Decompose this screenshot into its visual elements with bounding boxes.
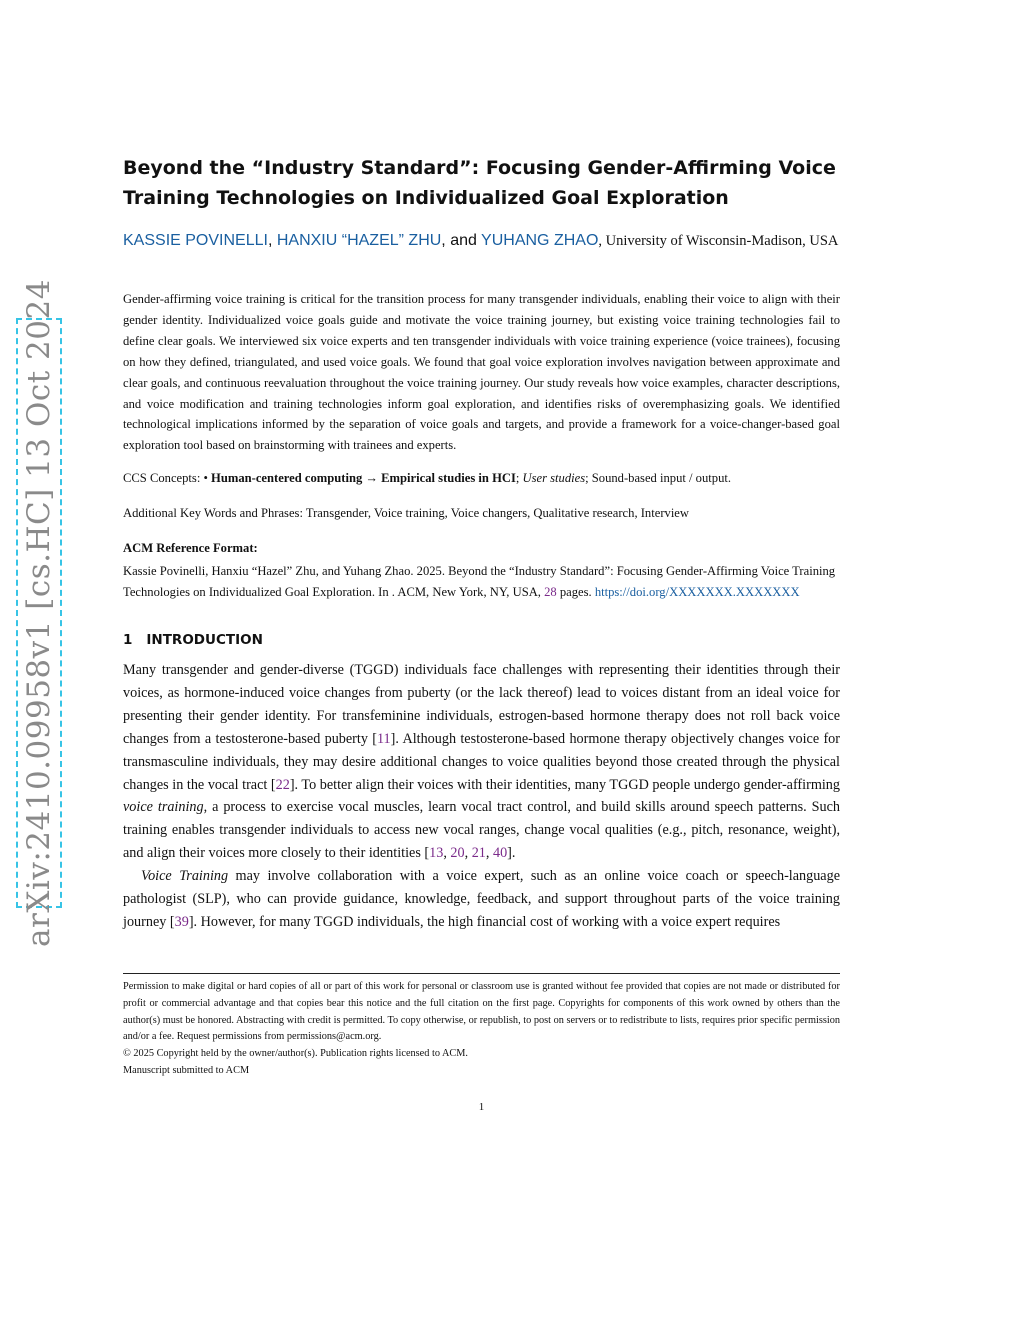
ccs-primary-concept: Human-centered computing → Empirical studies in HCI	[211, 471, 516, 485]
citation-separator: ,	[443, 845, 451, 862]
citation-link[interactable]: 13	[429, 845, 444, 862]
ccs-rest: ; Sound-based input / output.	[585, 471, 732, 485]
citation-link[interactable]: 11	[376, 730, 391, 747]
author-link-povinelli[interactable]: KASSIE POVINELLI	[123, 232, 268, 249]
paragraph-text: ]. To better align their voices with their identities, many TGGD people undergo gender-affirming	[289, 776, 840, 793]
abstract-text: Gender-affirming voice training is critical for the transition process for many transgender individuals, enabling their voice to align with their gender identity. Individualized voice goals guide and motivate the voice training journey, but existing voice training technologies fail to define clear goals. We interviewed six voice experts and ten transgender individuals with voice training experience (voice trainees), focusing on how they defined, triangulated, and used voice goals. We found that goal voice exploration involves navigation between approximate and clear goals, and continuous reevaluation throughout the voice training journey. Our study reveals how voice examples, character descriptions, and voice modification and training technologies inform goal exploration, and identifies risks of overemphasizing goals. We identified technological implications informed by the separation of voice goals and targets, and provide a framework for a voice-changer-based goal exploration tool based on brainstorming with trainees and experts.	[123, 292, 840, 453]
paragraph-text: ].	[507, 845, 516, 862]
section-number: 1	[123, 632, 133, 648]
ccs-secondary-concept: User studies	[522, 471, 586, 485]
copyright-notice: © 2025 Copyright held by the owner/author(s). Publication rights licensed to ACM.	[123, 1048, 469, 1059]
author-line	[123, 227, 840, 255]
arxiv-identifier-text: arXiv:2410.09958v1 [cs.HC] 13 Oct 2024	[21, 279, 57, 947]
reference-format-heading: ACM Reference Format:	[123, 541, 258, 555]
citation-separator: ,	[464, 845, 472, 862]
citation-link[interactable]: 20	[450, 845, 465, 862]
reference-pages-suffix: pages.	[556, 584, 595, 599]
citation-link[interactable]: 21	[471, 845, 486, 862]
reference-page-count-link[interactable]: 28	[544, 584, 557, 599]
paragraph	[123, 659, 840, 865]
permission-footnote: Permission to make digital or hard copies of all or part of this work for personal or classroom use is granted without fee provided that copies are not made or distributed for profit or commercial advantage and that copies bear this notice and the full citation on the first page. Copyrights for components of this work owned by others than the author(s) must be honored. Abstracting with credit is permitted. To copy otherwise, or republish, to post on servers or to redistribute to lists, requires prior specific permission and/or a fee. Request permissions from permissions@acm.org.	[123, 981, 840, 1043]
footnote-divider	[123, 973, 840, 974]
reference-citation: Kassie Povinelli, Hanxiu “Hazel” Zhu, and Yuhang Zhao. 2025. Beyond the “Industry Standard”: Focusing Gender-Affirming Voice Training Technologies on Individualized Goal Exploration. In . ACM, New York, NY, USA,	[123, 564, 836, 599]
emphasis-term: voice training	[123, 799, 204, 816]
introduction-body	[123, 659, 840, 934]
paragraph-text: may involve collaboration with a voice expert, such as an online voice coach or speech-language pathologist (SLP), who can provide guidance, knowledge, feedback, and support throughout parts of the voice training journey [	[123, 868, 840, 930]
ccs-separator: ;	[515, 471, 523, 485]
author-affiliation: , University of Wisconsin-Madison, USA	[598, 233, 839, 249]
page-number: 1	[478, 1101, 485, 1113]
author-link-zhu[interactable]: HANXIU “HAZEL” ZHU	[276, 232, 442, 249]
author-link-zhao[interactable]: YUHANG ZHAO	[481, 232, 599, 249]
reference-format-text	[123, 561, 863, 602]
ccs-concepts	[123, 471, 840, 486]
author-separator: , and	[441, 232, 482, 249]
paragraph-text: Many transgender and gender-diverse (TGGD) individuals face challenges with representing their identities through their voices, as hormone-induced voice changes from puberty (or the lack thereof) lead to voices distant from an ideal voice for presenting their gender identity. For transfeminine individuals, estrogen-based hormone therapy does not roll back voice changes from a testosterone-based puberty [	[123, 662, 840, 747]
manuscript-notice: Manuscript submitted to ACM	[123, 1065, 250, 1076]
arxiv-identifier-stamp	[16, 279, 62, 947]
paragraph-text: , a process to exercise vocal muscles, learn vocal tract control, and build skills around speech patterns. Such training enables transgender individuals to access new vocal ranges, change vocal qualities (e.g., pitch, resonance, weight), and align their voices more closely to their identities [	[123, 799, 840, 862]
paragraph	[123, 865, 840, 934]
section-title: INTRODUCTION	[146, 632, 263, 648]
ccs-label: CCS Concepts: •	[123, 471, 212, 485]
doi-link[interactable]: https://doi.org/XXXXXXX.XXXXXXX	[594, 584, 800, 599]
paragraph-text: ]. However, for many TGGD individuals, the high financial cost of working with a voice expert requires	[188, 913, 781, 930]
keywords: Additional Key Words and Phrases: Transgender, Voice training, Voice changers, Qualitative research, Interview	[123, 506, 689, 520]
citation-link[interactable]: 40	[492, 845, 508, 862]
citation-separator: ,	[485, 845, 493, 862]
author-separator: ,	[267, 232, 277, 249]
section-heading-introduction	[123, 632, 263, 648]
paragraph-text: ]. Although testosterone-based hormone therapy objectively changes voice for transmasculine individuals, they may desire additional changes to voice qualities beyond those created through the physical changes in the vocal tract [	[123, 730, 840, 793]
emphasis-term: Voice Training	[141, 868, 229, 885]
citation-link[interactable]: 22	[275, 776, 290, 793]
paper-title: Beyond the “Industry Standard”: Focusing Gender-Affirming Voice Training Technologies on Individualized Goal Exploration	[123, 157, 836, 209]
citation-link[interactable]: 39	[174, 913, 189, 930]
